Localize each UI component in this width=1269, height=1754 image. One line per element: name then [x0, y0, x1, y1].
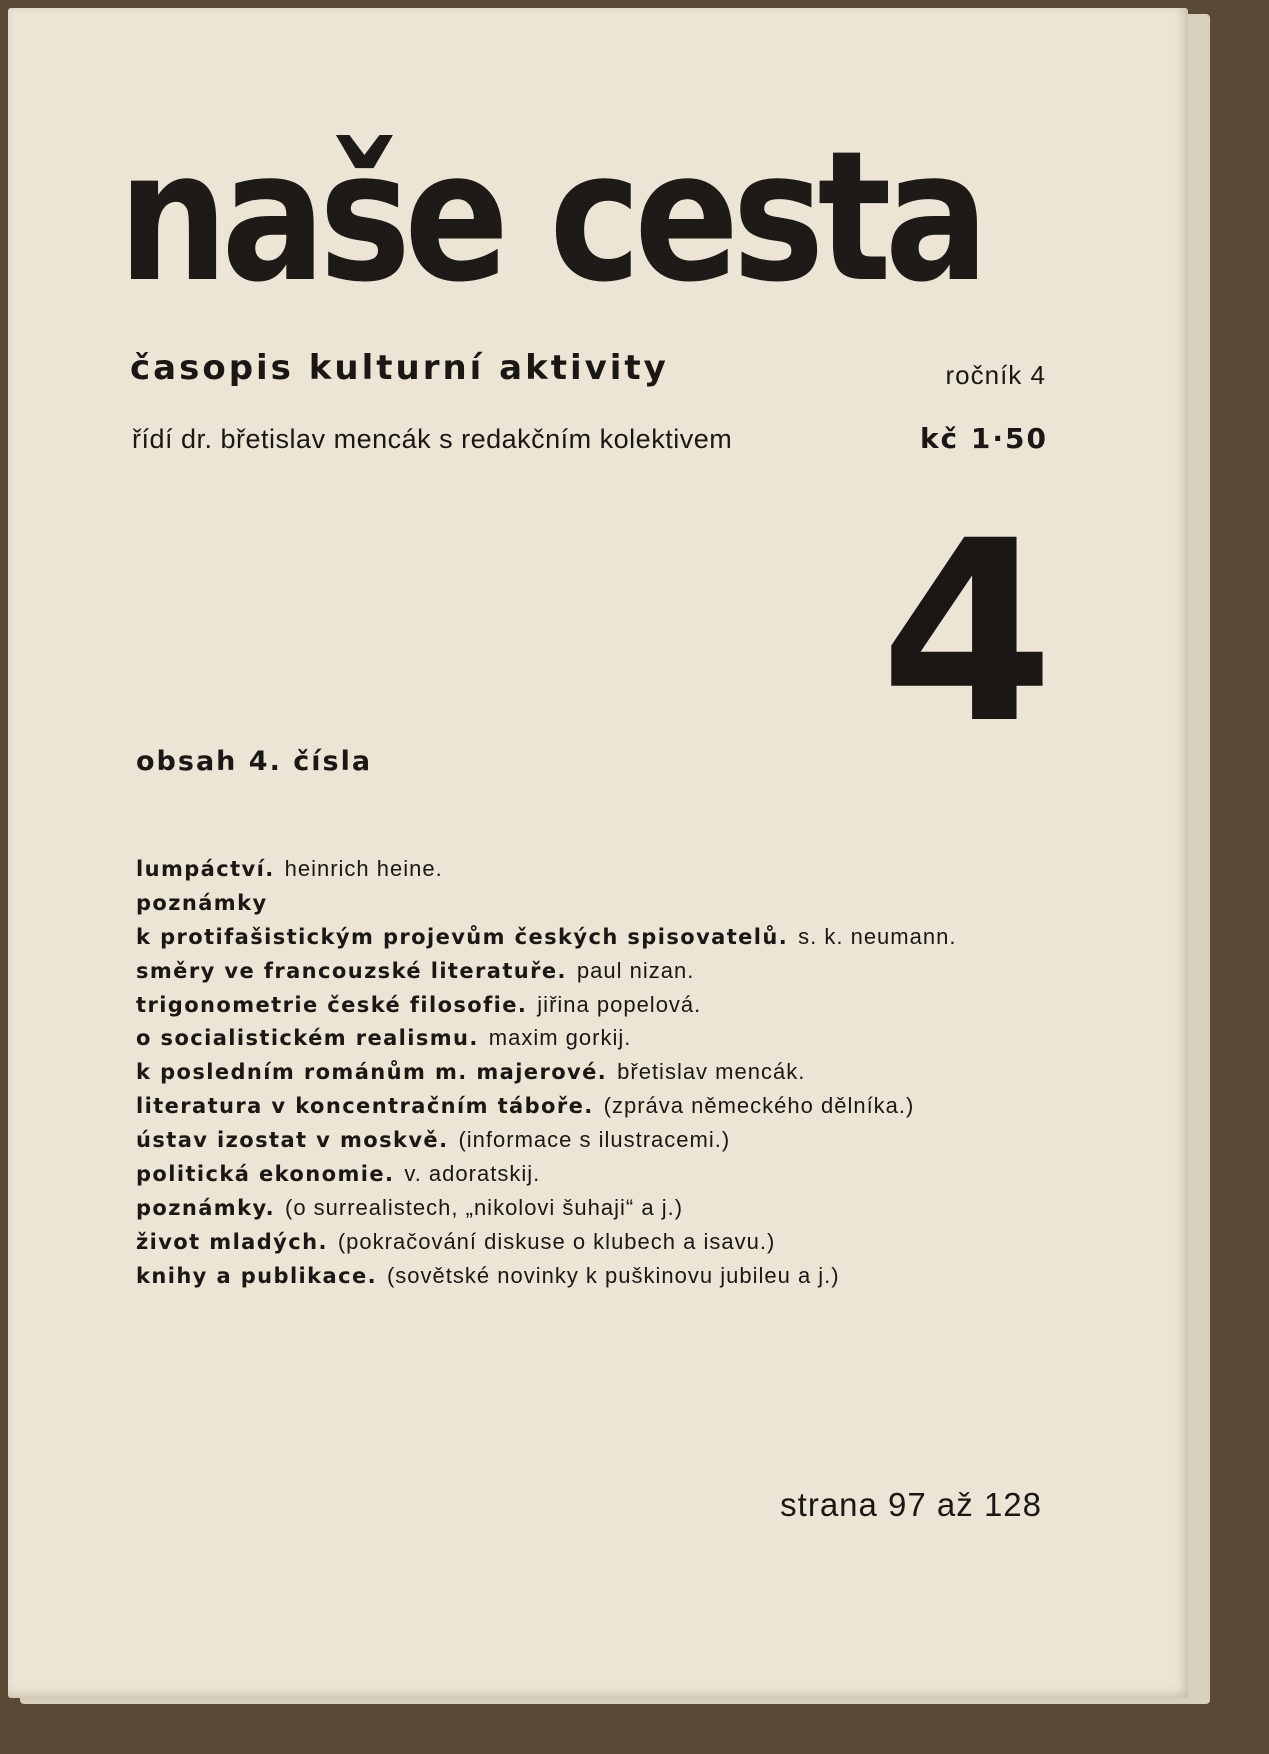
toc-entry: [136, 988, 1116, 1022]
toc-entry-author: maxim gorkij.: [488, 1025, 632, 1051]
table-of-contents: [136, 852, 1116, 1293]
toc-entry: [136, 886, 1116, 920]
toc-entry-author: s. k. neumann.: [798, 923, 957, 949]
page-range: strana 97 až 128: [780, 1486, 1042, 1523]
volume-label: ročník 4: [945, 360, 1046, 390]
toc-entry: [136, 954, 1116, 988]
toc-entry-title: poznámky.: [136, 1195, 275, 1220]
toc-entry: [136, 920, 1116, 954]
toc-entry-title: literatura v koncentračním táboře.: [136, 1094, 594, 1119]
toc-entry: [136, 852, 1116, 886]
toc-entry-author: břetislav mencák.: [617, 1059, 806, 1085]
price-label: kč 1·50: [919, 422, 1048, 455]
toc-entry-author: (informace s ilustracemi.): [458, 1127, 731, 1153]
magazine-title: naše cesta: [118, 113, 983, 322]
toc-entry-title: k protifašistickým projevům českých spisovatelů.: [136, 924, 789, 949]
toc-entry-author: (pokračování diskuse o klubech a isavu.): [337, 1228, 776, 1254]
toc-entry-author: (o surrealistech, „nikolovi šuhaji“ a j.): [285, 1194, 684, 1220]
magazine-subtitle: časopis kulturní aktivity: [130, 348, 669, 388]
toc-entry: [136, 1259, 1116, 1293]
toc-entry: [136, 1089, 1116, 1123]
toc-entry: [136, 1123, 1116, 1157]
toc-entry-author: jiřina popelová.: [537, 991, 702, 1017]
toc-entry-author: paul nizan.: [576, 957, 695, 983]
toc-entry-author: v. adoratskij.: [404, 1161, 541, 1187]
toc-entry-title: trigonometrie české filosofie.: [136, 992, 528, 1017]
toc-entry: [136, 1191, 1116, 1225]
issue-number: 4: [880, 487, 1054, 778]
toc-entry-title: o socialistickém realismu.: [136, 1026, 479, 1051]
toc-entry-title: lumpáctví.: [136, 857, 275, 881]
toc-entry-author: heinrich heine.: [284, 856, 443, 881]
toc-entry: [136, 1157, 1116, 1191]
toc-entry-title: život mladých.: [136, 1229, 328, 1254]
toc-entry-title: poznámky: [136, 890, 268, 915]
toc-entry-title: k posledním románům m. majerové.: [136, 1060, 608, 1085]
toc-entry-author: (sovětské novinky k puškinovu jubileu a j.): [386, 1262, 840, 1288]
toc-entry-title: ústav izostat v moskvě.: [136, 1128, 449, 1153]
editor-line: řídí dr. břetislav mencák s redakčním kolektivem: [132, 424, 733, 454]
toc-entry-title: směry ve francouzské literatuře.: [136, 958, 567, 983]
toc-entry: [136, 1055, 1116, 1089]
toc-entry-author: (zpráva německého dělníka.): [603, 1093, 915, 1119]
toc-entry: [136, 1225, 1116, 1259]
toc-entry: [136, 1021, 1116, 1055]
toc-entry-title: politická ekonomie.: [136, 1162, 395, 1187]
contents-heading: obsah 4. čísla: [136, 746, 373, 777]
magazine-cover: [8, 8, 1188, 1698]
toc-entry-title: knihy a publikace.: [136, 1263, 377, 1288]
